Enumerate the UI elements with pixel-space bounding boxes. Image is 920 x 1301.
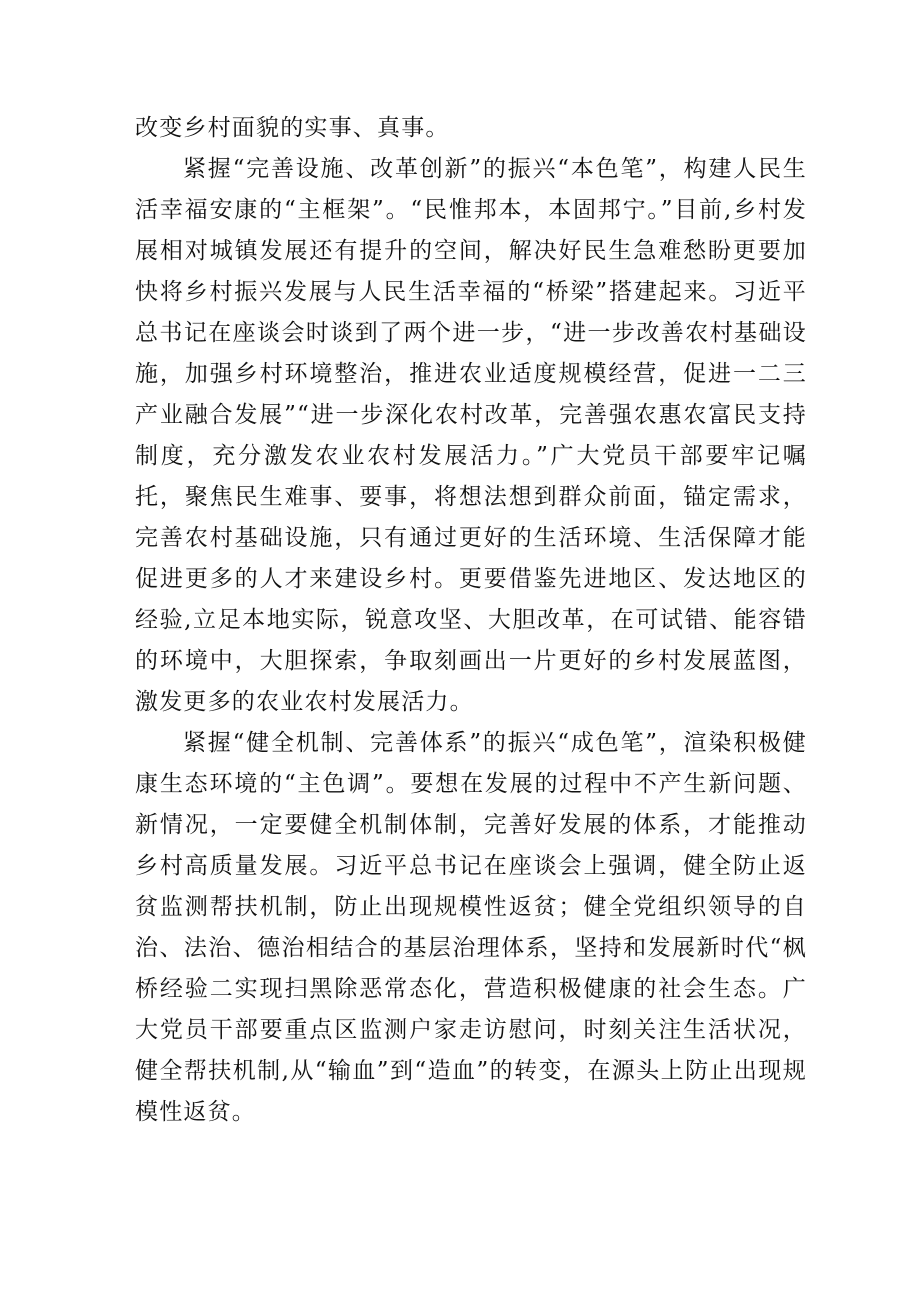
- document-body: [135, 108, 807, 1133]
- paragraph-2: 紧握“完善设施、改革创新”的振兴“本色笔”，构建人民生活幸福安康的“主框架”。“民惟邦本，本固邦宁。”目前,乡村发展相对城镇发展还有提升的空间，解决好民生急难愁盼更要加快将乡村振兴发展与人民生活幸福的“桥梁”搭建起来。习近平总书记在座谈会时谈到了两个进一步，“进一步改善农村基础设施，加强乡村环境整治，推进农业适度规模经营，促进一二三产业融合发展”“进一步深化农村改革，完善强农惠农富民支持制度，充分激发农业农村发展活力。”广大党员干部要牢记嘱托，聚焦民生难事、要事，将想法想到群众前面，锚定需求，完善农村基础设施，只有通过更好的生活环境、生活保障才能促进更多的人才来建设乡村。更要借鉴先进地区、发达地区的经验,立足本地实际，锐意攻坚、大胆改革，在可试错、能容错的环境中，大胆探索，争取刻画出一片更好的乡村发展蓝图，激发更多的农业农村发展活力。: [135, 156, 807, 715]
- paragraph-1: 改变乡村面貌的实事、真事。: [135, 115, 450, 141]
- paragraph-3: 紧握“健全机制、完善体系”的振兴“成色笔”，渲染积极健康生态环境的“主色调”。要想在发展的过程中不产生新问题、新情况，一定要健全机制体制，完善好发展的体系，才能推动乡村高质量发展。习近平总书记在座谈会上强调，健全防止返贫监测帮扶机制，防止出现规模性返贫；健全党组织领导的自治、法治、德治相结合的基层治理体系，坚持和发展新时代“枫桥经验二实现扫黑除恶常态化，营造积极健康的社会生态。广大党员干部要重点区监测户家走访慰问，时刻关注生活状况，健全帮扶机制,从“输血”到“造血”的转变，在源头上防止出现规模性返贫。: [135, 730, 807, 1125]
